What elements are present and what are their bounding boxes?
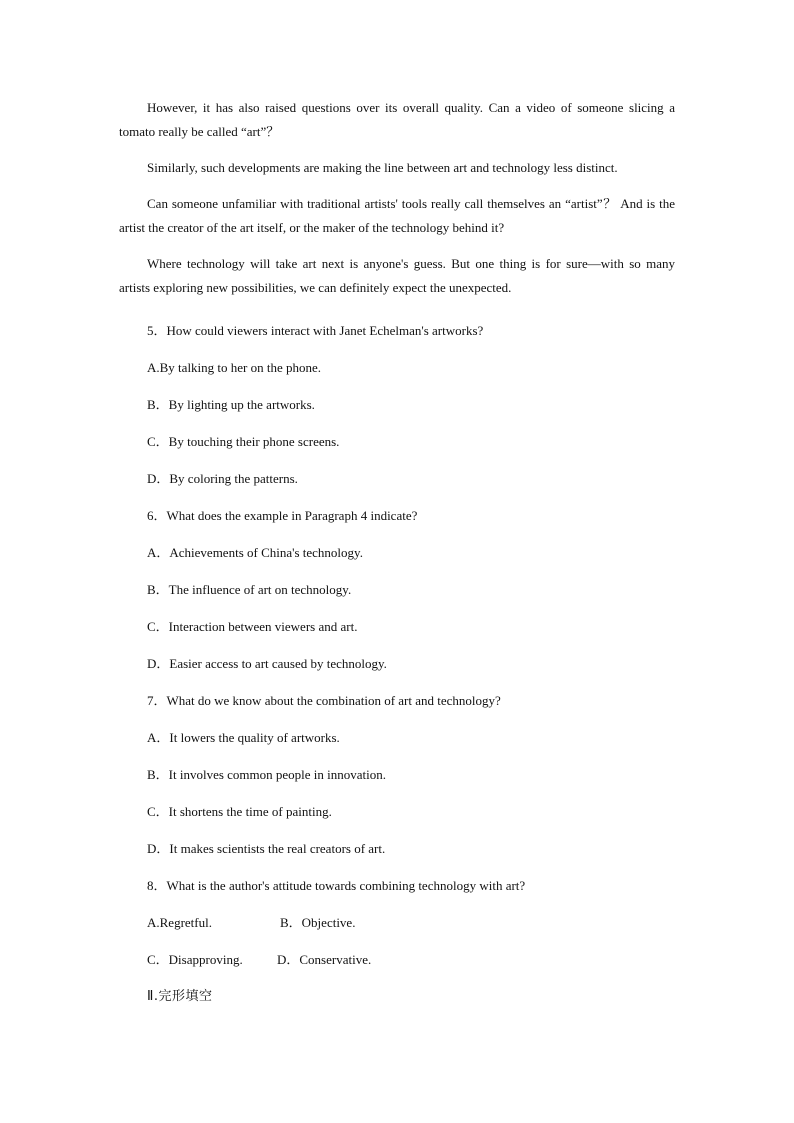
question-5 <box>119 312 675 497</box>
answer-option-row <box>119 941 675 978</box>
answer-option: B．By lighting up the artworks. <box>147 397 315 412</box>
section-heading: Ⅱ.完形填空 <box>147 989 213 1004</box>
answer-option: A．It lowers the quality of artworks. <box>147 730 340 745</box>
passage-paragraph: Where technology will take art next is anyone's guess. But one thing is for sure—with so many artists exploring new possibilities, we can definitely expect the unexpected. <box>119 256 675 295</box>
answer-option: B．Objective. <box>280 915 356 930</box>
question-6 <box>119 497 675 682</box>
question-stem: 7．What do we know about the combination of art and technology? <box>147 693 501 708</box>
answer-option: A．Achievements of China's technology. <box>147 545 363 560</box>
answer-option: B．The influence of art on technology. <box>147 582 352 597</box>
answer-option: C．Disapproving. <box>147 952 243 967</box>
question-stem: 6．What does the example in Paragraph 4 indicate? <box>147 508 418 523</box>
passage-paragraph: Can someone unfamiliar with traditional artists' tools really call themselves an “artist”？ And is the artist the creator of the art itself, or the maker of the technology behind it? <box>119 196 675 235</box>
answer-option: D．Easier access to art caused by technology. <box>147 656 387 671</box>
answer-option: A.By talking to her on the phone. <box>147 360 322 375</box>
answer-option: D．It makes scientists the real creators of art. <box>147 841 386 856</box>
page-content <box>119 96 675 1015</box>
passage-paragraph: However, it has also raised questions over its overall quality. Can a video of someone slicing a tomato really be called “art”？ <box>119 100 675 139</box>
question-8 <box>119 867 675 978</box>
answer-option: A.Regretful. <box>147 915 212 930</box>
answer-option: C．By touching their phone screens. <box>147 434 340 449</box>
passage-paragraph: Similarly, such developments are making the line between art and technology less distinct. <box>147 160 618 175</box>
answer-option: C．It shortens the time of painting. <box>147 804 332 819</box>
answer-option: B．It involves common people in innovation. <box>147 767 387 782</box>
answer-option: D．By coloring the patterns. <box>147 471 298 486</box>
answer-option: D．Conservative. <box>277 952 372 967</box>
question-stem: 8．What is the author's attitude towards combining technology with art? <box>147 878 526 893</box>
answer-option: C．Interaction between viewers and art. <box>147 619 358 634</box>
answer-option-row <box>119 904 675 941</box>
question-7 <box>119 682 675 867</box>
question-stem: 5．How could viewers interact with Janet Echelman's artworks? <box>147 323 484 338</box>
reading-passage <box>119 96 675 300</box>
